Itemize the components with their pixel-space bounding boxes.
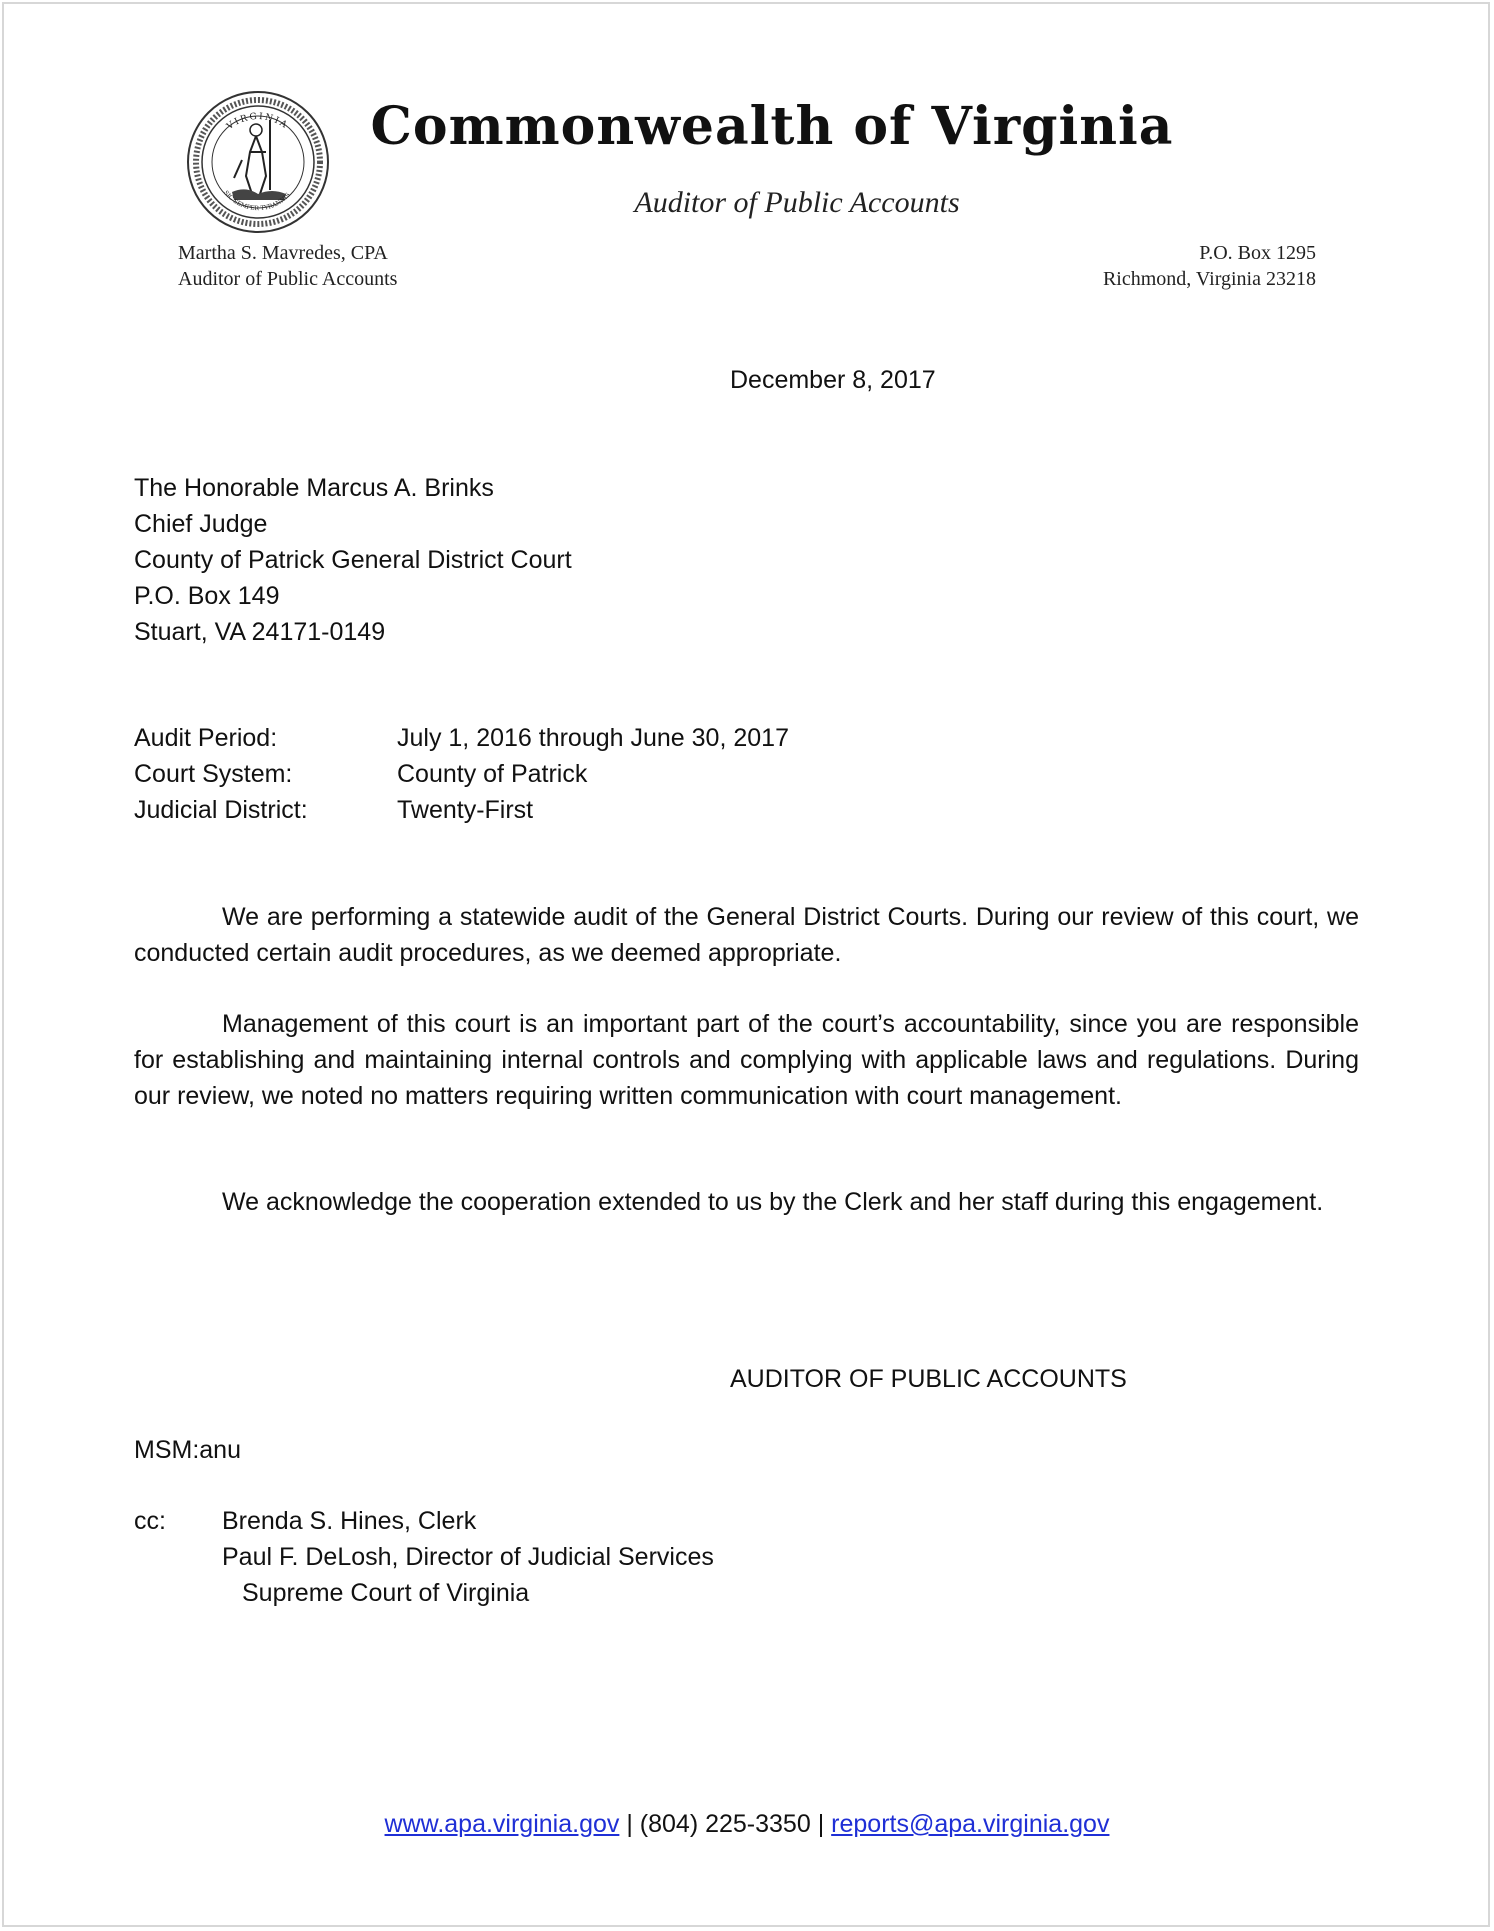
audit-label: Court System: <box>134 760 293 788</box>
letter-date: December 8, 2017 <box>730 366 936 394</box>
footer-separator: | <box>626 1810 633 1838</box>
recipient-line: The Honorable Marcus A. Brinks <box>134 474 494 502</box>
body-paragraph: Management of this court is an important part of the court’s accountability, since you are responsible for establishing and maintaining internal controls and complying with applicable laws and regulations. During our review, we noted no matters requiring written communication with court management. <box>134 1010 1359 1110</box>
cc-block <box>134 1503 714 1611</box>
audit-label: Judicial District: <box>134 796 308 824</box>
audit-label: Audit Period: <box>134 724 278 752</box>
sender-city: Richmond, Virginia 23218 <box>1102 268 1316 290</box>
recipient-line: P.O. Box 149 <box>134 582 280 610</box>
recipient-line: Chief Judge <box>134 510 268 538</box>
recipient-line: County of Patrick General District Court <box>134 546 572 574</box>
cc-label: cc: <box>134 1507 166 1535</box>
recipient-address <box>134 470 572 650</box>
body-paragraph: We are performing a statewide audit of the General District Courts. During our review of this court, we conducted certain audit procedures, as we deemed appropriate. <box>134 903 1359 967</box>
cc-list <box>222 1503 714 1611</box>
recipient-line: Stuart, VA 24171-0149 <box>134 618 386 646</box>
signature-block: AUDITOR OF PUBLIC ACCOUNTS <box>730 1365 1127 1393</box>
seal-motto: SIC SEMPER TYRANNIS <box>222 189 292 213</box>
footer <box>0 1806 1494 1842</box>
cc-line: Brenda S. Hines, Clerk <box>222 1507 477 1535</box>
audit-row <box>134 756 789 792</box>
sender-po-box: P.O. Box 1295 <box>1199 242 1316 264</box>
sender-name: Martha S. Mavredes, CPA <box>178 242 388 264</box>
audit-value: Twenty-First <box>397 796 534 824</box>
footer-phone: (804) 225-3350 <box>639 1810 811 1838</box>
reference-initials: MSM:anu <box>134 1436 241 1464</box>
website-link[interactable]: www.apa.virginia.gov <box>384 1810 620 1838</box>
cc-line: Paul F. DeLosh, Director of Judicial Services <box>222 1543 714 1571</box>
audit-value: July 1, 2016 through June 30, 2017 <box>397 724 789 752</box>
sender-title: Auditor of Public Accounts <box>178 268 398 290</box>
letterhead-address <box>1103 240 1316 292</box>
audit-value: County of Patrick <box>397 760 588 788</box>
letterhead-sender <box>178 240 397 292</box>
cc-line: Supreme Court of Virginia <box>242 1579 530 1607</box>
footer-separator: | <box>817 1810 825 1838</box>
audit-info <box>134 720 789 828</box>
email-link[interactable]: reports@apa.virginia.gov <box>831 1810 1110 1838</box>
body-paragraph: We acknowledge the cooperation extended to us by the Clerk and her staff during this engagement. <box>222 1188 1324 1216</box>
audit-row <box>134 720 789 756</box>
seal-text: VIRGINIA <box>225 111 291 133</box>
letterhead-subtitle: Auditor of Public Accounts <box>634 186 960 219</box>
audit-row <box>134 792 789 828</box>
letterhead-title: Commonwealth of Virginia <box>370 96 1174 157</box>
